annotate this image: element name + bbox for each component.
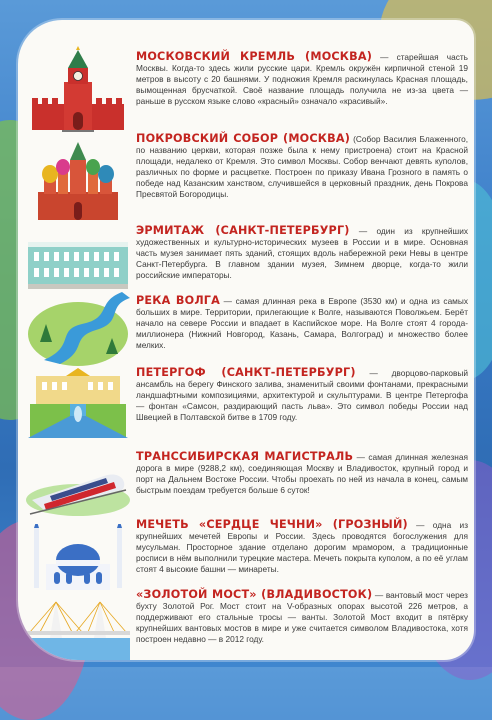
entry-text: — дворцово-парковый ансамбль на берегу Финского залива, знаменитый своими фонтанами, прекрасными ландшафтными композициями, архитектурой и скульптурами. В центре Петергофа — фонтан «Самсон, раздирающий пасть льва». Это символ победы России над Швецией в Полтавской битве в 1709 году. (136, 368, 468, 422)
entry-title: ПОКРОВСКИЙ СОБОР (МОСКВА) (136, 132, 351, 145)
entry-title: ТРАНССИБИРСКАЯ МАГИСТРАЛЬ (136, 450, 354, 463)
entry-title: ЭРМИТАЖ (САНКТ-ПЕТЕРБУРГ) (136, 224, 350, 237)
river-icon (26, 284, 130, 368)
entry-text: — одна из крупнейших мечетей Европы и России. Здесь проводятся богослужения для мусульман. Просторное здание отделано дорогим мрамором, а традиционные росписи в нём выполнили турецкие мастера. Мечеть покрыта куполом, а по её углам стоят 4 высокие башни — минареты. (136, 520, 468, 574)
fountain-palace-icon (26, 368, 130, 440)
palace-icon (26, 228, 130, 290)
entry-text: — старейшая часть Москвы. Когда-то здесь жили русские цари. Кремль окружён кирпичной стеной 19 метров в высоту с 20 башнями. У подножия Кремля раскинулась Красная площадь, вымощенная брусчаткой. Своё название площадь получила не из-за цвета — раньше в русском языке слово «красный» означало «красивый». (136, 52, 468, 106)
entry-text: — один из крупнейших художественных и культурно-исторических музеев в России и в мире. Основная часть музея занимает пять зданий, стоящих вдоль набережной реки Невы в центре Санкт-Петербурга. В главном здании музея, Зимнем дворце, когда-то жили российские императоры. (136, 226, 468, 280)
entry-text: — вантовый мост через бухту Золотой Рог. Мост стоит на V-образных опорах высотой 226 метров, а поддерживают его стальные тросы — ванты. Золотой Мост входит в пятёрку крупнейших вантовых мостов в мире и уже считается символом Владивостока, хотя построен недавно — в 2012 году. (136, 590, 468, 644)
entry-text: — самая длинная река в Европе (3530 км) и одна из самых больших в мире. Территории, прилегающие к Волге, называются Поволжьем. Берёт начало на севере России и впадает в Каспийское море. На Волге стоят 4 города-миллионера (Нижний Новгород, Казань, Самара, Волгоград) и множество более мелких. (136, 296, 468, 350)
kremlin-tower-icon (26, 46, 130, 132)
entry-title: «ЗОЛОТОЙ МОСТ» (ВЛАДИВОСТОК) (136, 588, 373, 601)
entry-text: — самая длинная железная дорога в мире (9288,2 км), соединяющая Москву и Владивосток, крупный город и порт на Дальнем Востоке России. Чтобы проехать по ней из начала в конец, самым быстрым поездам требуется больше 6 суток! (136, 452, 468, 495)
entry-title: МЕЧЕТЬ «СЕРДЦЕ ЧЕЧНИ» (ГРОЗНЫЙ) (136, 518, 408, 531)
mosque-icon (26, 524, 130, 594)
train-icon (26, 456, 130, 518)
bridge-icon (26, 594, 130, 660)
entry-title: МОСКОВСКИЙ КРЕМЛЬ (МОСКВА) (136, 50, 373, 63)
entry-title: РЕКА ВОЛГА (136, 294, 220, 307)
cathedral-domes-icon (26, 140, 130, 220)
content-panel (18, 20, 474, 660)
entry-title: ПЕТЕРГОФ (САНКТ-ПЕТЕРБУРГ) (136, 366, 356, 379)
entry-text: (Собор Василия Блаженного, по названию церкви, которая позже была к нему пристроена) стоит на Красной площади, недалеко от Кремля. Это символ Москвы. Собор венчают девять куполов, различных по форме и расцветке. Построен по приказу Ивана Грозного в память о победе над Казанским ханством, случившейся в церковный праздник, день Покрова Пресвятой Богородицы. (136, 134, 468, 199)
